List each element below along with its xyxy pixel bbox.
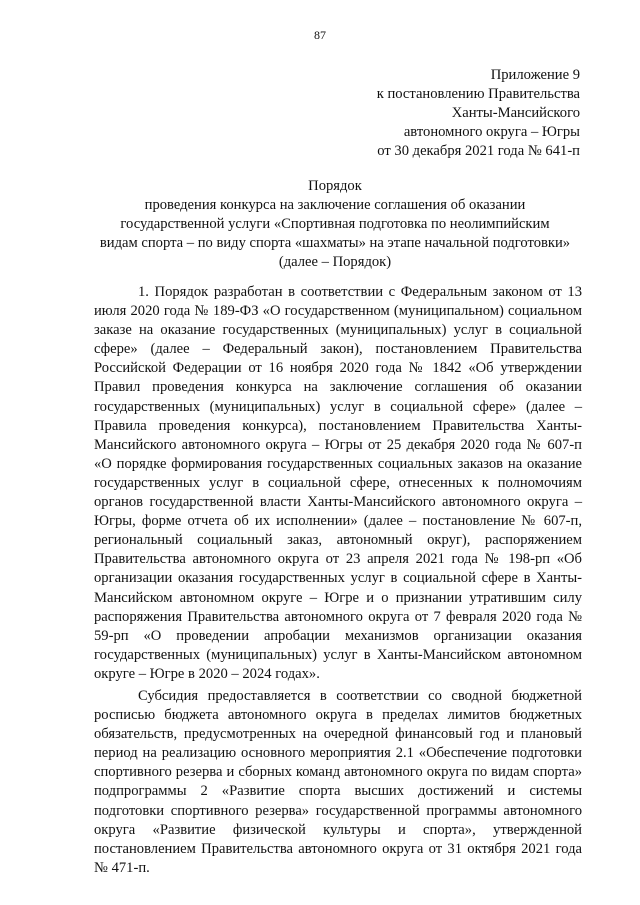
appendix-line: автономного округа – Югры: [403, 124, 580, 140]
paragraph: Субсидия предоставляется в соответствии со сводной бюджетной росписью бюджета автономного округа в пределах лимитов бюджетных обязательств, предусмотренных на очередной финансовый год и плановый период на реализацию основного мероприятия 2.1 «Обеспечение подготовки спортивного резерва и сборных команд автономного округа по видам спорта» подпрограммы 2 «Развитие спорта высших достижений и системы подготовки спортивного резерва» государственной программы автономного округа «Развитие физической культуры и спорта», утвержденной постановлением Правительства автономного округа от 31 октября 2021 года № 471-п.: [94, 687, 582, 876]
document-body: [94, 283, 582, 878]
appendix-header: [377, 66, 580, 161]
title-line: видам спорта – по виду спорта «шахматы» на этапе начальной подготовки»: [99, 235, 571, 251]
appendix-line: Ханты-Мансийского: [451, 105, 580, 121]
appendix-line: к постановлению Правительства: [376, 86, 580, 102]
paragraph: 1. Порядок разработан в соответствии с Федеральным законом от 13 июля 2020 года № 189-ФЗ «О государственном (муниципальном) социальном заказе на оказание государственных (муниципальных) услуг в социальной сфере» (далее – Федеральный закон), постановлением Правительства Российской Федерации от 16 ноября 2020 года № 1842 «Об утверждении Правил проведения конкурса на заключение соглашения об оказании государственных (муниципальных) услуг в социальной сфере» (далее – Правила проведения конкурса), постановлением Правительства Ханты-Мансийского автономного округа – Югры от 25 декабря 2020 года № 607-п «О порядке формирования государственных социальных заказов на оказание государственных услуг в социальной сфере, отнесенных к полномочиям органов государственной власти Ханты-Мансийского автономного округа – Югры, форме отчета об их исполнении» (далее – постановление № 607-п, региональный социальный заказ, автономный округ), распоряжением Правительства автономного округа от 23 апреля 2021 года № 198-рп «Об организации оказания государственных услуг в социальной сфере в Ханты-Мансийском автономном округе – Югре и о признании утратившим силу распоряжения Правительства автономного округа от 7 февраля 2020 года № 59-рп «О проведении апробации механизмов организации оказания государственных (муниципальных) услуг в Ханты-Мансийском автономном округе – Югре в 2020 – 2024 годах».: [94, 284, 582, 682]
title-line: государственной услуги «Спортивная подготовка по неолимпийским: [120, 216, 550, 232]
document-title: [90, 177, 580, 272]
title-heading: Порядок: [308, 178, 362, 194]
appendix-line: Приложение 9: [490, 67, 580, 83]
page-number: 87: [314, 28, 326, 42]
title-line: проведения конкурса на заключение соглашения об оказании: [144, 197, 526, 213]
appendix-line: от 30 декабря 2021 года № 641-п: [377, 143, 580, 159]
title-line: (далее – Порядок): [278, 254, 392, 270]
